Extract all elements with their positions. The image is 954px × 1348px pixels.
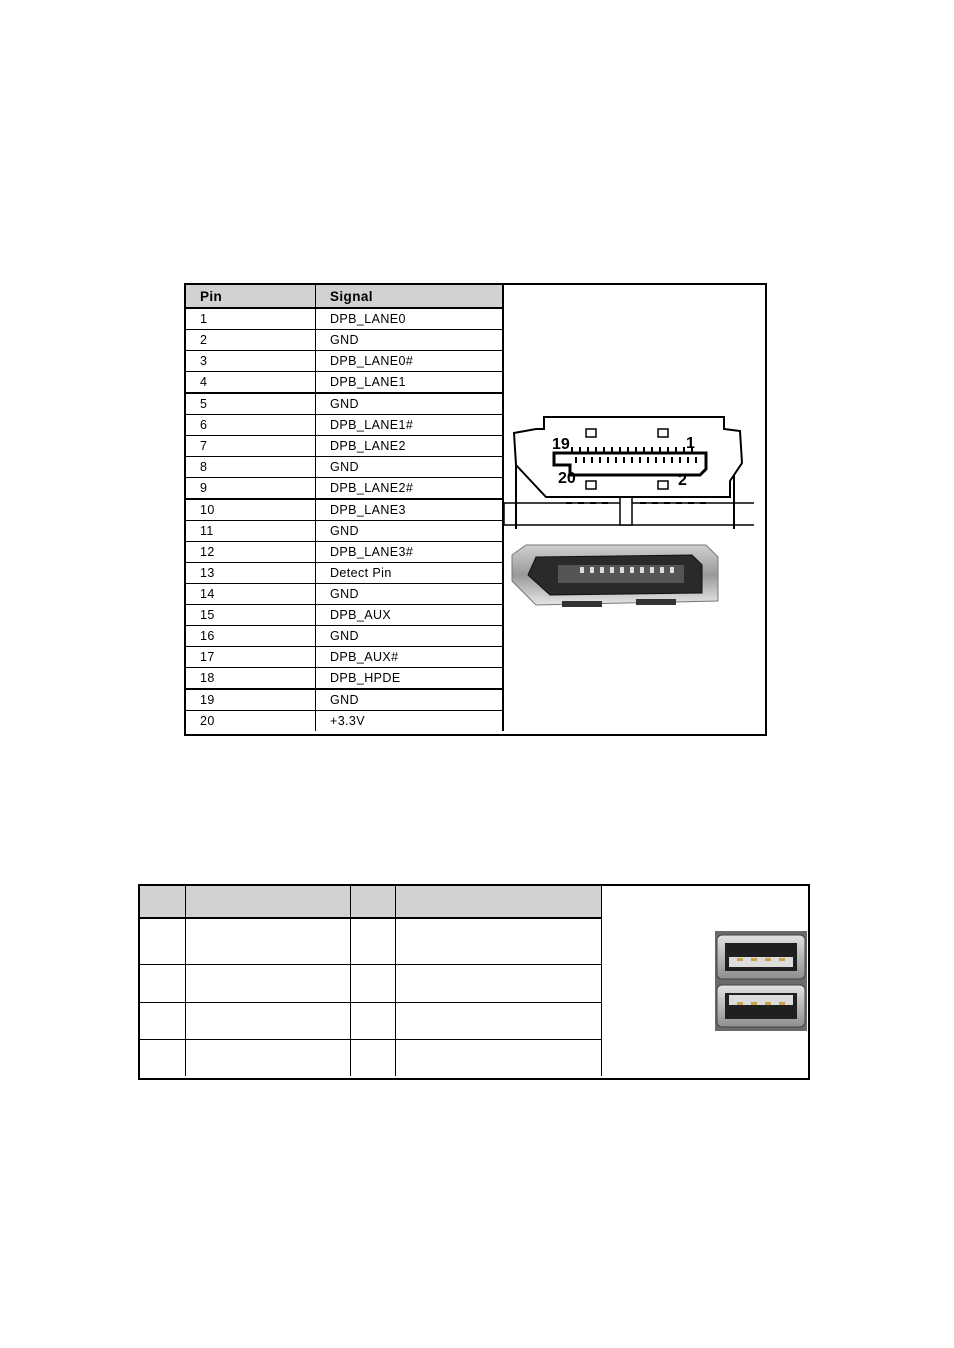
pin-label-19: 19 [552, 436, 570, 453]
table-row [186, 457, 503, 478]
displayport-pinout-block [184, 283, 767, 736]
pin-label-1: 1 [686, 435, 695, 452]
signal-name-cell: GND [316, 626, 504, 647]
signal-name-cell: GND [316, 689, 504, 711]
signal-name-cell: DPB_LANE0 [316, 308, 504, 330]
table-row [186, 372, 503, 394]
table-header-row [140, 886, 602, 918]
table-row [186, 542, 503, 563]
signal-name-cell: DPB_LANE0# [316, 351, 504, 372]
table-row [186, 330, 503, 351]
table-row [186, 499, 503, 521]
pin-number-cell: 18 [186, 668, 316, 690]
pin-number-cell: 10 [186, 499, 316, 521]
pin-number-cell: 17 [186, 647, 316, 668]
table-row [186, 605, 503, 626]
table-row [186, 478, 503, 500]
table-row [186, 351, 503, 372]
table-row [186, 415, 503, 436]
table-row [186, 626, 503, 647]
signal-name-cell: Detect Pin [316, 563, 504, 584]
table-row [186, 711, 503, 732]
table-row [140, 1040, 602, 1077]
table-row [186, 584, 503, 605]
displayport-connector-image [496, 405, 756, 625]
pin-number-cell: 15 [186, 605, 316, 626]
displayport-pin-table [186, 285, 504, 731]
signal-name-cell: DPB_LANE3# [316, 542, 504, 563]
table-row [186, 689, 503, 711]
usb-pinout-block [138, 884, 810, 1080]
pin-number-cell: 3 [186, 351, 316, 372]
pin-number-cell: 7 [186, 436, 316, 457]
signal-name-cell: DPB_LANE2 [316, 436, 504, 457]
signal-name-cell: DPB_HPDE [316, 668, 504, 690]
signal-name-cell: DPB_LANE2# [316, 478, 504, 500]
pin-number-cell: 20 [186, 711, 316, 732]
signal-name-cell: GND [316, 521, 504, 542]
table-row [186, 668, 503, 690]
usb-header-cell-4 [396, 886, 602, 918]
table-row [140, 965, 602, 1003]
pin-number-cell: 12 [186, 542, 316, 563]
pin-number-cell: 19 [186, 689, 316, 711]
usb-header-cell-3 [351, 886, 396, 918]
pin-number-cell: 14 [186, 584, 316, 605]
pin-number-cell: 9 [186, 478, 316, 500]
pin-number-cell: 2 [186, 330, 316, 351]
pin-column-header: Pin [186, 285, 316, 308]
signal-name-cell: GND [316, 457, 504, 478]
usb-pin-table [140, 886, 602, 1076]
table-row [140, 918, 602, 965]
table-row [186, 308, 503, 330]
usb-header-cell-2 [186, 886, 351, 918]
pin-number-cell: 11 [186, 521, 316, 542]
table-header-row [186, 285, 503, 308]
pin-number-cell: 8 [186, 457, 316, 478]
usb-connector-image [715, 931, 807, 1031]
signal-name-cell: GND [316, 584, 504, 605]
pin-number-cell: 5 [186, 393, 316, 415]
pin-number-cell: 16 [186, 626, 316, 647]
table-row [186, 563, 503, 584]
signal-name-cell: DPB_AUX [316, 605, 504, 626]
pin-number-cell: 1 [186, 308, 316, 330]
table-row [186, 647, 503, 668]
pin-number-cell: 4 [186, 372, 316, 394]
signal-column-header: Signal [316, 285, 504, 308]
table-row [140, 1003, 602, 1040]
signal-name-cell: DPB_AUX# [316, 647, 504, 668]
pin-number-cell: 13 [186, 563, 316, 584]
table-row [186, 436, 503, 457]
signal-name-cell: DPB_LANE3 [316, 499, 504, 521]
signal-name-cell: +3.3V [316, 711, 504, 732]
signal-name-cell: DPB_LANE1 [316, 372, 504, 394]
pin-label-20: 20 [558, 470, 576, 487]
table-row [186, 393, 503, 415]
table-row [186, 521, 503, 542]
signal-name-cell: GND [316, 330, 504, 351]
pin-number-cell: 6 [186, 415, 316, 436]
signal-name-cell: DPB_LANE1# [316, 415, 504, 436]
signal-name-cell: GND [316, 393, 504, 415]
pin-label-2: 2 [678, 472, 687, 489]
usb-header-cell-1 [140, 886, 186, 918]
